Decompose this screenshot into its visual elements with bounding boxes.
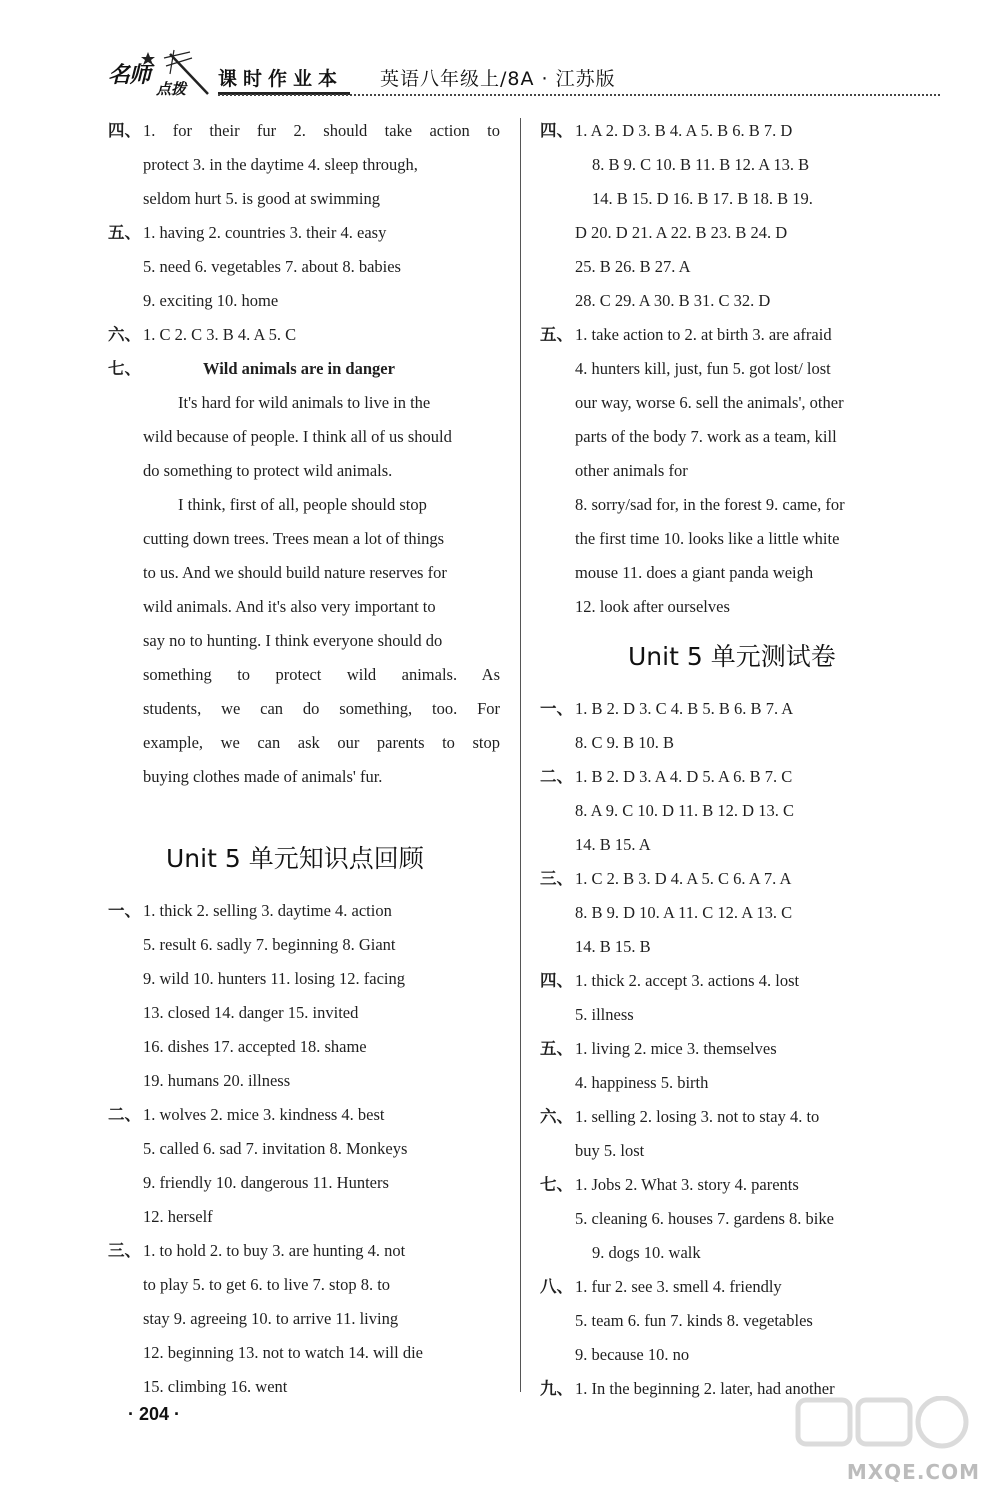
answer-line: 19. humans 20. illness (143, 1071, 291, 1090)
page-header (100, 48, 940, 100)
answer-line: 14. B 15. B (575, 937, 651, 956)
answer-line: 14. B 15. D 16. B 17. B 18. B 19. (592, 189, 813, 208)
section-heading-review: Unit 5 单元知识点回顾 (166, 844, 424, 873)
answer-line: 8. B 9. D 10. A 11. C 12. A 13. C (575, 903, 793, 922)
section-marker: 二、 (108, 1105, 141, 1124)
answer-line: 1. fur 2. see 3. smell 4. friendly (575, 1277, 782, 1296)
essay-title: Wild animals are in danger (203, 359, 395, 378)
section-marker: 六、 (540, 1107, 573, 1126)
section-marker: 五、 (540, 325, 573, 344)
answer-line: 15. climbing 16. went (143, 1377, 288, 1396)
section-marker: 九、 (540, 1379, 573, 1398)
answer-line: 8. C 9. B 10. B (575, 733, 675, 752)
answer-line: 5. team 6. fun 7. kinds 8. vegetables (575, 1311, 813, 1330)
essay-line: buying clothes made of animals' fur. (143, 767, 383, 786)
answer-line: 25. B 26. B 27. A (575, 257, 691, 276)
answer-line: 1. living 2. mice 3. themselves (575, 1039, 777, 1058)
section-marker: 四、 (108, 121, 141, 140)
essay-line: do something to protect wild animals. (143, 461, 393, 480)
section-marker: 四、 (540, 121, 573, 140)
answer-line: 8. sorry/sad for, in the forest 9. came, for (575, 495, 845, 514)
answer-line: 13. closed 14. danger 15. invited (143, 1003, 359, 1022)
answer-line: 1. C 2. B 3. D 4. A 5. C 6. A 7. A (575, 869, 792, 888)
answer-line: 5. called 6. sad 7. invitation 8. Monkeys (143, 1139, 408, 1158)
watermark-text: MXQE.COM (846, 1460, 980, 1484)
answer-line: 4. hunters kill, just, fun 5. got lost/ lost (575, 359, 831, 378)
answer-line: 1. thick 2. accept 3. actions 4. lost (575, 971, 800, 990)
section-marker: 一、 (108, 901, 141, 920)
answer-line: other animals for (575, 461, 688, 480)
answer-line: 1. In the beginning 2. later, had another (575, 1379, 835, 1398)
logo-subtext: 点拨 (156, 80, 187, 98)
answer-line: buy 5. lost (575, 1141, 645, 1160)
answer-line: 1. for their fur 2. should take action to (143, 121, 500, 140)
essay-line: It's hard for wild animals to live in the (178, 393, 431, 412)
section-marker: 二、 (540, 767, 573, 786)
answer-line: 9. because 10. no (575, 1345, 690, 1364)
essay-line: wild animals. And it's also very important to (143, 597, 436, 616)
section-heading-test: Unit 5 单元测试卷 (628, 642, 836, 671)
answer-line: 1. C 2. C 3. B 4. A 5. C (143, 325, 297, 344)
answer-line: to play 5. to get 6. to live 7. stop 8. to (143, 1275, 391, 1294)
answer-line: 9. friendly 10. dangerous 11. Hunters (143, 1173, 389, 1192)
section-marker: 一、 (540, 699, 573, 718)
essay-line: say no to hunting. I think everyone should do (143, 631, 443, 650)
page-number: · 204 · (128, 1404, 181, 1424)
essay-line: example, we can ask our parents to stop (143, 733, 500, 752)
answer-line: seldom hurt 5. is good at swimming (143, 189, 380, 208)
essay-line: students, we can do something, too. For (143, 699, 500, 718)
answer-line: 12. beginning 13. not to watch 14. will die (143, 1343, 424, 1362)
answer-line: 1. A 2. D 3. B 4. A 5. B 6. B 7. D (575, 121, 793, 140)
book-title: 英语八年级上/8A · 江苏版 (380, 68, 616, 90)
answer-line: 5. illness (575, 1005, 634, 1024)
answer-line: 9. wild 10. hunters 11. losing 12. facing (143, 969, 405, 988)
answer-line: 9. dogs 10. walk (592, 1243, 701, 1262)
section-marker: 三、 (108, 1241, 141, 1260)
answer-line: 5. need 6. vegetables 7. about 8. babies (143, 257, 401, 276)
answer-line: 28. C 29. A 30. B 31. C 32. D (575, 291, 771, 310)
answer-line: 5. cleaning 6. houses 7. gardens 8. bike (575, 1209, 834, 1228)
answer-line: 12. look after ourselves (575, 597, 730, 616)
section-marker: 五、 (108, 223, 141, 242)
answer-line: 9. exciting 10. home (143, 291, 279, 310)
answer-line: 1. wolves 2. mice 3. kindness 4. best (143, 1105, 385, 1124)
answer-line: D 20. D 21. A 22. B 23. B 24. D (575, 223, 788, 242)
answer-line: 5. result 6. sadly 7. beginning 8. Giant (143, 935, 396, 954)
answer-line: the first time 10. looks like a little white (575, 529, 840, 548)
answer-line: 1. selling 2. losing 3. not to stay 4. to (575, 1107, 820, 1126)
section-marker: 八、 (540, 1277, 573, 1296)
answer-line: 1. take action to 2. at birth 3. are afraid (575, 325, 832, 344)
logo-text: 名师 (108, 62, 151, 88)
answer-line: mouse 11. does a giant panda weigh (575, 563, 814, 582)
essay-line: to us. And we should build nature reserves for (143, 563, 447, 582)
answer-line: our way, worse 6. sell the animals', other (575, 393, 844, 412)
answer-line: stay 9. agreeing 10. to arrive 11. living (143, 1309, 399, 1328)
answer-line: 4. happiness 5. birth (575, 1073, 709, 1092)
section-marker: 六、 (108, 325, 141, 344)
essay-line: cutting down trees. Trees mean a lot of things (143, 529, 445, 548)
answer-line: 1. Jobs 2. What 3. story 4. parents (575, 1175, 799, 1194)
section-marker: 七、 (108, 359, 141, 378)
answer-line: 1. B 2. D 3. A 4. D 5. A 6. B 7. C (575, 767, 793, 786)
answer-line: 14. B 15. A (575, 835, 651, 854)
answer-line: protect 3. in the daytime 4. sleep through, (143, 155, 418, 174)
series-title: 课时作业本 (218, 68, 344, 90)
answer-line: 1. having 2. countries 3. their 4. easy (143, 223, 387, 242)
essay-line: wild because of people. I think all of us should (143, 427, 452, 446)
answer-line: 1. B 2. D 3. C 4. B 5. B 6. B 7. A (575, 699, 794, 718)
answer-line: 1. thick 2. selling 3. daytime 4. action (143, 901, 392, 920)
section-marker: 三、 (540, 869, 573, 888)
answer-line: 12. herself (143, 1207, 213, 1226)
essay-line: I think, first of all, people should stop (178, 495, 427, 514)
essay-line: something to protect wild animals. As (143, 665, 500, 684)
answer-line: 1. to hold 2. to buy 3. are hunting 4. not (143, 1241, 406, 1260)
section-marker: 四、 (540, 971, 573, 990)
answer-line: 16. dishes 17. accepted 18. shame (143, 1037, 367, 1056)
section-marker: 七、 (540, 1175, 573, 1194)
header-dotted-rule (218, 94, 940, 96)
column-divider (520, 118, 521, 1392)
answer-line: 8. A 9. C 10. D 11. B 12. D 13. C (575, 801, 794, 820)
section-marker: 五、 (540, 1039, 573, 1058)
publisher-logo (100, 48, 220, 100)
answer-line: parts of the body 7. work as a team, kill (575, 427, 837, 446)
answer-line: 8. B 9. C 10. B 11. B 12. A 13. B (592, 155, 810, 174)
